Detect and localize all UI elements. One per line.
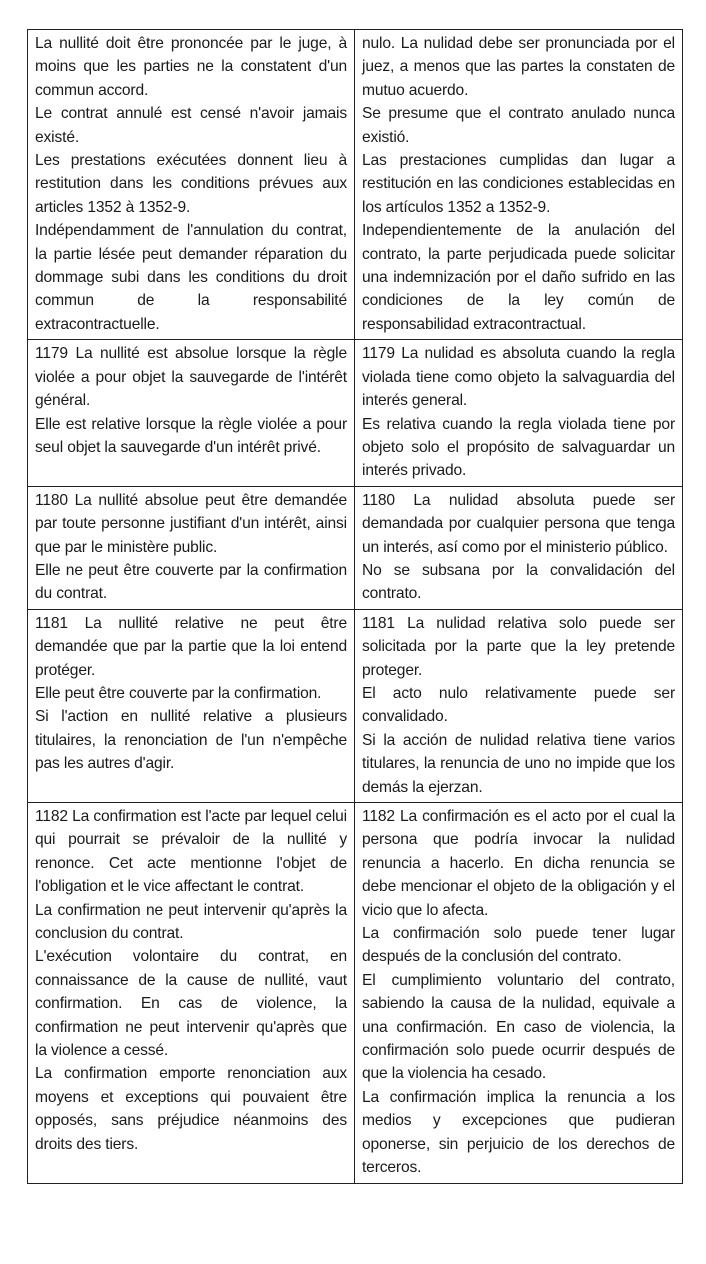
table-row <box>28 609 683 802</box>
paragraph: Si l'action en nullité relative a plusieurs titulaires, la renonciation de l'un n'empêche pas les autres d'agir. <box>35 708 347 773</box>
paragraph: Indépendamment de l'annulation du contrat, la partie lésée peut demander réparation du dommage subi dans les conditions du droit commun de la responsabilité extracontractuelle. <box>35 222 347 333</box>
spanish-text-cell <box>355 340 683 486</box>
french-text-cell <box>28 803 355 1184</box>
spanish-text-cell <box>355 803 683 1184</box>
paragraph: 1179 La nullité est absolue lorsque la règle violée a pour objet la sauvegarde de l'intérêt général. <box>35 345 347 410</box>
paragraph: El cumplimiento voluntario del contrato, sabiendo la causa de la nulidad, equivale a una confirmación. En caso de violencia, la confirmación solo puede ocurrir después de que la violencia ha cesado. <box>362 971 675 1083</box>
paragraph: No se subsana por la convalidación del contrato. <box>362 561 675 603</box>
table-row <box>28 340 683 486</box>
paragraph: La confirmación solo puede tener lugar después de la conclusión del contrato. <box>362 925 675 966</box>
paragraph: Si la acción de nulidad relativa tiene varios titulares, la renuncia de uno no impide que los demás la ejerzan. <box>362 731 675 796</box>
table-row <box>28 30 683 340</box>
paragraph: El acto nulo relativamente puede ser convalidado. <box>362 684 675 726</box>
paragraph: 1180 La nulidad absoluta puede ser demandada por cualquier persona que tenga un interés, así como por el ministerio público. <box>362 491 675 556</box>
paragraph: L'exécution volontaire du contrat, en connaissance de la cause de nullité, vaut confirmation. En cas de violence, la confirmation ne peut intervenir qu'après que la violence a cessé. <box>35 948 347 1060</box>
paragraph: Elle peut être couverte par la confirmation. <box>35 684 322 702</box>
paragraph: 1182 La confirmation est l'acte par lequel celui qui pourrait se prévaloir de la nullité y renonce. Cet acte mentionne l'objet de l'obligation et le vice affectant le contrat. <box>35 808 347 896</box>
paragraph: 1180 La nullité absolue peut être demandée par toute personne justifiant d'un intérêt, ainsi que par le ministère public. <box>35 491 347 556</box>
french-text-cell <box>28 340 355 486</box>
paragraph: Elle ne peut être couverte par la confirmation du contrat. <box>35 561 347 603</box>
paragraph: 1179 La nulidad es absoluta cuando la regla violada tiene como objeto la salvaguardia del interés general. <box>362 345 675 410</box>
spanish-text-cell <box>355 486 683 609</box>
paragraph: La confirmación implica la renuncia a los medios y excepciones que pudieran oponerse, sin perjuicio de los derechos de terceros. <box>362 1088 675 1177</box>
paragraph: Es relativa cuando la regla violada tiene por objeto solo el propósito de salvaguardar un interés privado. <box>362 415 675 480</box>
paragraph: La confirmation emporte renonciation aux moyens et exceptions qui pouvaient être opposés, sans préjudice néanmoins des droits des tiers. <box>35 1065 347 1153</box>
paragraph: 1182 La confirmación es el acto por el cual la persona que podría invocar la nulidad renuncia a hacerlo. En dicha renuncia se debe mencionar el objeto de la obligación y el vicio que lo afecta. <box>362 808 675 919</box>
table-row <box>28 803 683 1184</box>
spanish-text-cell <box>355 609 683 802</box>
french-text-cell <box>28 486 355 609</box>
paragraph: Las prestaciones cumplidas dan lugar a restitución en las condiciones establecidas en los artículos 1352 a 1352-9. <box>362 152 675 216</box>
paragraph: La confirmation ne peut intervenir qu'après la conclusion du contrat. <box>35 901 347 943</box>
table-row <box>28 486 683 609</box>
paragraph: La nullité doit être prononcée par le juge, à moins que les parties ne la constatent d'un commun accord. <box>35 35 347 99</box>
paragraph: Les prestations exécutées donnent lieu à restitution dans les conditions prévues aux articles 1352 à 1352-9. <box>35 152 347 216</box>
paragraph: Elle est relative lorsque la règle violée a pour seul objet la sauvegarde d'un intérêt privé. <box>35 415 347 456</box>
french-text-cell <box>28 609 355 802</box>
bilingual-article-table <box>27 29 683 1184</box>
document-page <box>27 29 682 1184</box>
paragraph: nulo. La nulidad debe ser pronunciada por el juez, a menos que las partes la constaten de mutuo acuerdo. <box>362 35 675 99</box>
paragraph: 1181 La nulidad relativa solo puede ser solicitada por la parte que la ley pretende proteger. <box>362 614 675 679</box>
paragraph: Se presume que el contrato anulado nunca existió. <box>362 105 675 146</box>
paragraph: Independientemente de la anulación del contrato, la parte perjudicada puede solicitar una indemnización por el daño sufrido en las condiciones de la ley común de responsabilidad extracontractual. <box>362 222 675 333</box>
paragraph: 1181 La nullité relative ne peut être demandée que par la partie que la loi entend protéger. <box>35 614 347 679</box>
french-text-cell <box>28 30 355 340</box>
spanish-text-cell <box>355 30 683 340</box>
paragraph: Le contrat annulé est censé n'avoir jamais existé. <box>35 105 347 146</box>
